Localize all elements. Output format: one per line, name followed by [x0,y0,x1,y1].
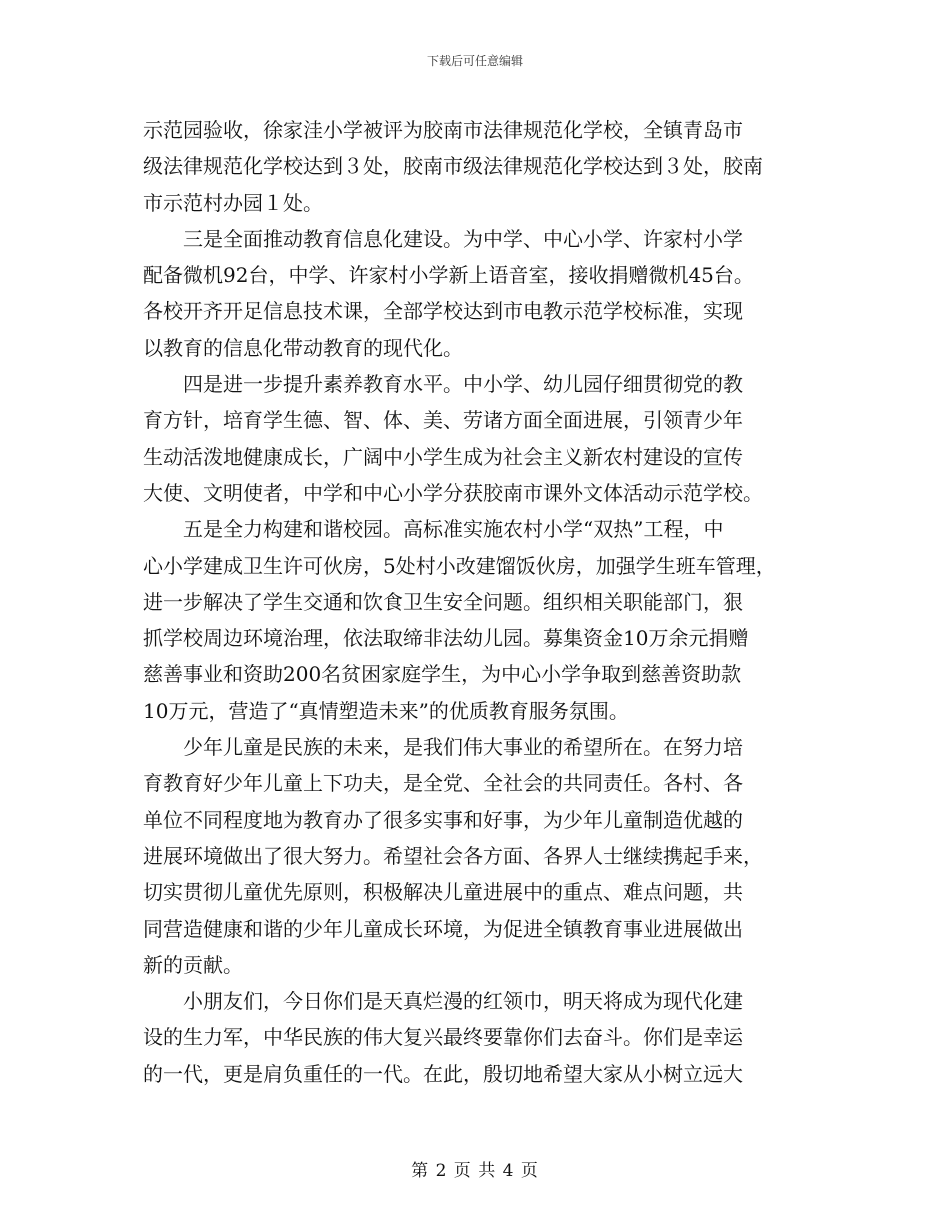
body-line: 的一代，更是肩负重任的一代。在此，殷切地希望大家从小树立远大 [143,1061,743,1086]
body-line: 育教育好少年儿童上下功夫，是全党、全社会的共同责任。各村、各 [143,771,743,796]
body-line: 进一步解决了学生交通和饮食卫生安全问题。组织相关职能部门，狠 [143,589,743,614]
body-line: 生动活泼地健康成长，广阔中小学生成为社会主义新农村建设的宣传 [143,444,743,469]
body-line: 配备微机92台，中学、许家村小学新上语音室，接收捐赠微机45台。 [143,263,754,288]
body-line: 示范园验收，徐家洼小学被评为胶南市法律规范化学校，全镇青岛市 [143,118,743,142]
body-line: 10万元，营造了“真情塑造未来”的优质教育服务氛围。 [143,698,629,723]
body-line: 设的生力军，中华民族的伟大复兴最终要靠你们去奋斗。你们是幸运 [143,1025,743,1050]
body-line: 新的贡献。 [143,952,243,977]
body-line: 心小学建成卫生许可伙房，5处村小改建馏饭伙房，加强学生班车管理， [143,553,776,578]
body-line: 小朋友们，今日你们是天真烂漫的红领巾，明天将成为现代化建 [143,989,743,1014]
body-line: 慈善事业和资助200名贫困家庭学生，为中心小学争取到慈善资助款 [143,662,742,687]
body-line: 各校开齐开足信息技术课，全部学校达到市电教示范学校标准，实现 [143,299,743,324]
body-line: 市示范村办园１处。 [143,190,323,215]
body-line: 大使、文明使者，中学和中心小学分获胶南市课外文体活动示范学校。 [143,480,763,505]
body-line: 级法律规范化学校达到３处，胶南市级法律规范化学校达到３处，胶南 [143,154,763,179]
page-header: 下载后可任意编辑 [426,54,523,68]
body-line: 进展环境做出了很大努力。希望社会各方面、各界人士继续携起手来， [143,843,763,868]
document-body [143,112,823,1092]
body-line: 单位不同程度地为教育办了很多实事和好事，为少年儿童制造优越的 [143,807,743,832]
body-line: 切实贯彻儿童优先原则，积极解决儿童进展中的重点、难点问题，共 [143,880,743,905]
body-line: 以教育的信息化带动教育的现代化。 [143,335,463,360]
body-line: 五是全力构建和谐校园。高标准实施农村小学“双热”工程，中 [143,517,724,542]
page-footer: 第 2 页 共 4 页 [411,1161,539,1181]
body-line: 抓学校周边环境治理，依法取缔非法幼儿园。募集资金10万余元捐赠 [143,626,749,651]
body-line: 育方针，培育学生德、智、体、美、劳诸方面全面进展，引领青少年 [143,408,743,433]
body-line: 同营造健康和谐的少年儿童成长环境，为促进全镇教育事业进展做出 [143,916,743,941]
body-line: 四是进一步提升素养教育水平。中小学、幼儿园仔细贯彻党的教 [143,372,743,397]
body-line: 三是全面推动教育信息化建设。为中学、中心小学、许家村小学 [143,226,743,251]
body-line: 少年儿童是民族的未来，是我们伟大事业的希望所在。在努力培 [143,735,743,760]
